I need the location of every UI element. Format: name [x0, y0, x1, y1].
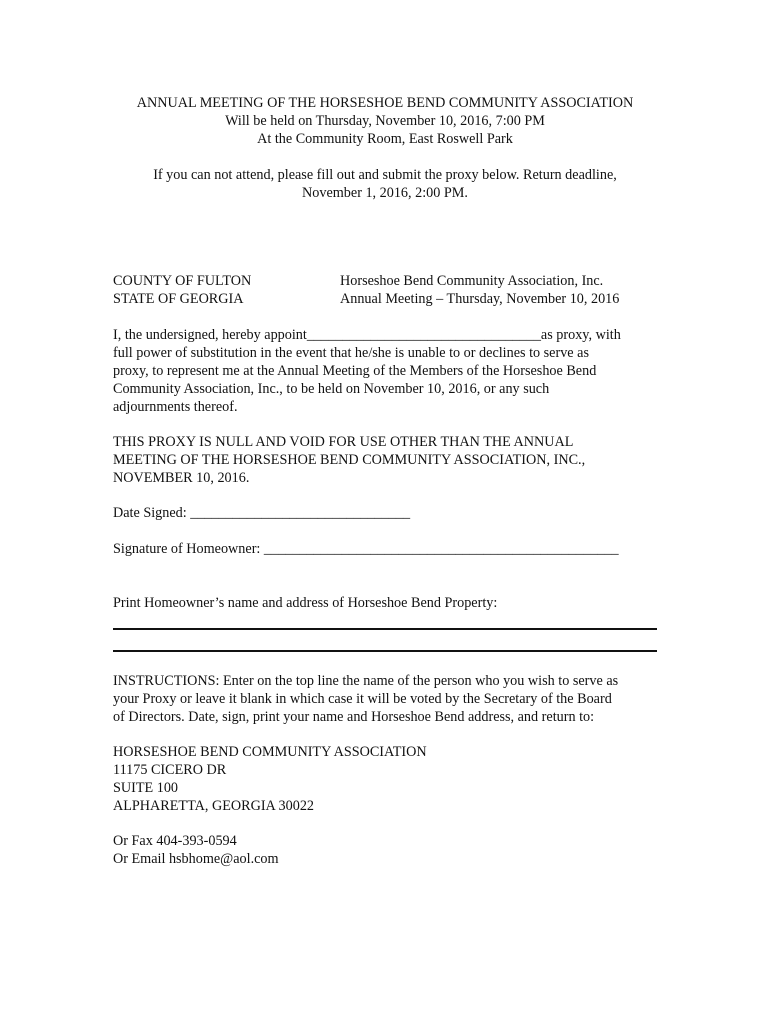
jurisdiction-block	[113, 272, 251, 308]
address-street: 11175 CICERO DR	[113, 762, 227, 778]
meeting-header	[100, 94, 670, 148]
void-line-1: THIS PROXY IS NULL AND VOID FOR USE OTHER THAN THE ANNUAL	[113, 434, 574, 450]
meeting-location: At the Community Room, East Roswell Park	[257, 131, 513, 147]
address-city: ALPHARETTA, GEORGIA 30022	[113, 798, 315, 814]
appointment-line-1[interactable]: I, the undersigned, hereby appoint_________________________________as proxy, with	[113, 327, 621, 343]
void-line-2: MEETING OF THE HORSESHOE BEND COMMUNITY ASSOCIATION, INC.,	[113, 452, 586, 468]
instructions-line-2: your Proxy or leave it blank in which case it will be voted by the Secretary of the Board	[113, 691, 612, 707]
appointment-line-5: adjournments thereof.	[113, 399, 238, 415]
instructions-line-3: of Directors. Date, sign, print your name and Horseshoe Bend address, and return to:	[113, 709, 595, 725]
state-label: STATE OF GEORGIA	[113, 291, 244, 307]
address-name: HORSESHOE BEND COMMUNITY ASSOCIATION	[113, 744, 427, 760]
address-suite: SUITE 100	[113, 780, 179, 796]
meeting-datetime: Will be held on Thursday, November 10, 2016, 7:00 PM	[225, 113, 545, 129]
appointment-paragraph	[113, 326, 658, 416]
appointment-line-3: proxy, to represent me at the Annual Meeting of the Members of the Horseshoe Bend	[113, 363, 597, 379]
meeting-reference-block	[340, 272, 619, 308]
date-signed-label[interactable]: Date Signed: _______________________________	[113, 505, 411, 521]
print-name-label: Print Homeowner’s name and address of Horseshoe Bend Property:	[113, 595, 498, 611]
signature-field[interactable]	[113, 540, 658, 558]
date-signed-field[interactable]	[113, 504, 658, 522]
fax-number: Or Fax 404-393-0594	[113, 833, 237, 849]
contact-info	[113, 832, 658, 868]
organization-name: Horseshoe Bend Community Association, Inc.	[340, 273, 604, 289]
notice-line-2: November 1, 2016, 2:00 PM.	[302, 185, 468, 201]
instructions-paragraph	[113, 672, 658, 726]
county-label: COUNTY OF FULTON	[113, 273, 252, 289]
signature-label[interactable]: Signature of Homeowner: __________________________________________________	[113, 541, 619, 557]
return-address	[113, 743, 658, 815]
name-address-line-2[interactable]	[113, 650, 657, 652]
notice-line-1: If you can not attend, please fill out and submit the proxy below. Return deadline,	[153, 167, 617, 183]
attendance-notice	[100, 166, 670, 202]
appointment-line-4: Community Association, Inc., to be held on November 10, 2016, or any such	[113, 381, 550, 397]
name-address-line-1[interactable]	[113, 628, 657, 630]
meeting-reference: Annual Meeting – Thursday, November 10, 2016	[340, 291, 620, 307]
appointment-line-2: full power of substitution in the event that he/she is unable to or declines to serve as	[113, 345, 589, 361]
void-line-3: NOVEMBER 10, 2016.	[113, 470, 250, 486]
meeting-title: ANNUAL MEETING OF THE HORSESHOE BEND COMMUNITY ASSOCIATION	[136, 95, 634, 111]
instructions-line-1: INSTRUCTIONS: Enter on the top line the name of the person who you wish to serve as	[113, 673, 619, 689]
void-notice-paragraph	[113, 433, 658, 487]
print-name-field	[113, 594, 658, 612]
email-address: Or Email hsbhome@aol.com	[113, 851, 279, 867]
